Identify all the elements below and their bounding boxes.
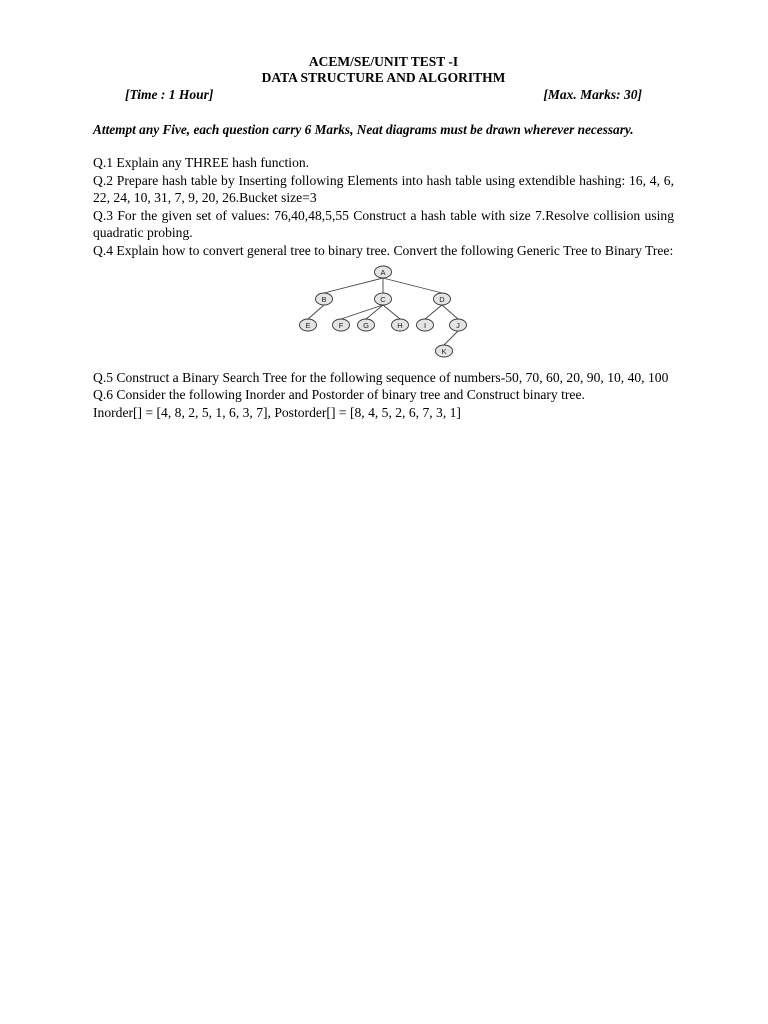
tree-edge-b-e	[308, 305, 324, 319]
instructions: Attempt any Five, each question carry 6 Marks, Neat diagrams must be drawn wherever necessary.	[93, 122, 634, 137]
question-3: Q.3 For the given set of values: 76,40,48,5,55 Construct a hash table with size 7.Resolve collision using quadratic probing.	[93, 207, 674, 241]
tree-node-label: F	[338, 320, 344, 330]
tree-node-label: H	[397, 320, 403, 330]
tree-edge-d-j	[442, 305, 458, 319]
question-6: Q.6 Consider the following Inorder and Postorder of binary tree and Construct binary tree.	[93, 387, 585, 403]
tree-node-d	[434, 293, 451, 305]
tree-node-label: D	[439, 294, 445, 304]
tree-edge-d-i	[425, 305, 442, 319]
question-4: Q.4 Explain how to convert general tree to binary tree. Convert the following Generic Tree to Binary Tree:	[93, 242, 674, 258]
paper-title: ACEM/SE/UNIT TEST -I	[308, 54, 459, 69]
tree-node-label: K	[441, 346, 447, 356]
tree-node-e	[300, 319, 317, 331]
tree-edge-c-h	[383, 305, 400, 319]
tree-node-i	[417, 319, 434, 331]
time-label: [Time : 1 Hour]	[125, 87, 214, 102]
tree-edge-a-b	[324, 278, 383, 293]
tree-node-label: E	[305, 320, 311, 330]
tree-node-label: G	[363, 320, 369, 330]
tree-node-h	[392, 319, 409, 331]
subject-title: DATA STRUCTURE AND ALGORITHM	[261, 70, 506, 85]
tree-node-b	[316, 293, 333, 305]
question-5: Q.5 Construct a Binary Search Tree for the following sequence of numbers-50, 70, 60, 20, 90, 10, 40, 100	[93, 369, 669, 385]
tree-edge-c-f	[341, 305, 383, 319]
tree-node-label: J	[456, 320, 460, 330]
exam-paper	[93, 54, 674, 421]
tree-edge-c-g	[366, 305, 383, 319]
tree-node-label: B	[321, 294, 327, 304]
meta-row	[93, 86, 674, 104]
max-marks-label: [Max. Marks: 30]	[543, 87, 642, 102]
tree-edge-j-k	[444, 331, 458, 345]
question-1: Q.1 Explain any THREE hash function.	[93, 155, 310, 170]
traversal-data: Inorder[] = [4, 8, 2, 5, 1, 6, 3, 7], Postorder[] = [8, 4, 5, 2, 6, 7, 3, 1]	[93, 404, 461, 420]
tree-node-k	[436, 345, 453, 357]
tree-node-f	[333, 319, 350, 331]
tree-node-c	[375, 293, 392, 305]
tree-node-label: C	[380, 294, 386, 304]
generic-tree-diagram	[296, 265, 474, 365]
tree-node-a	[375, 266, 392, 278]
tree-node-label: I	[423, 320, 427, 330]
tree-node-j	[450, 319, 467, 331]
tree-edge-a-d	[383, 278, 442, 293]
tree-node-label: A	[380, 267, 386, 277]
question-2: Q.2 Prepare hash table by Inserting following Elements into hash table using extendible hashing: 16, 4, 6, 22, 24, 10, 31, 7, 9, 20, 26.Bucket size=3	[93, 172, 674, 206]
tree-node-g	[358, 319, 375, 331]
